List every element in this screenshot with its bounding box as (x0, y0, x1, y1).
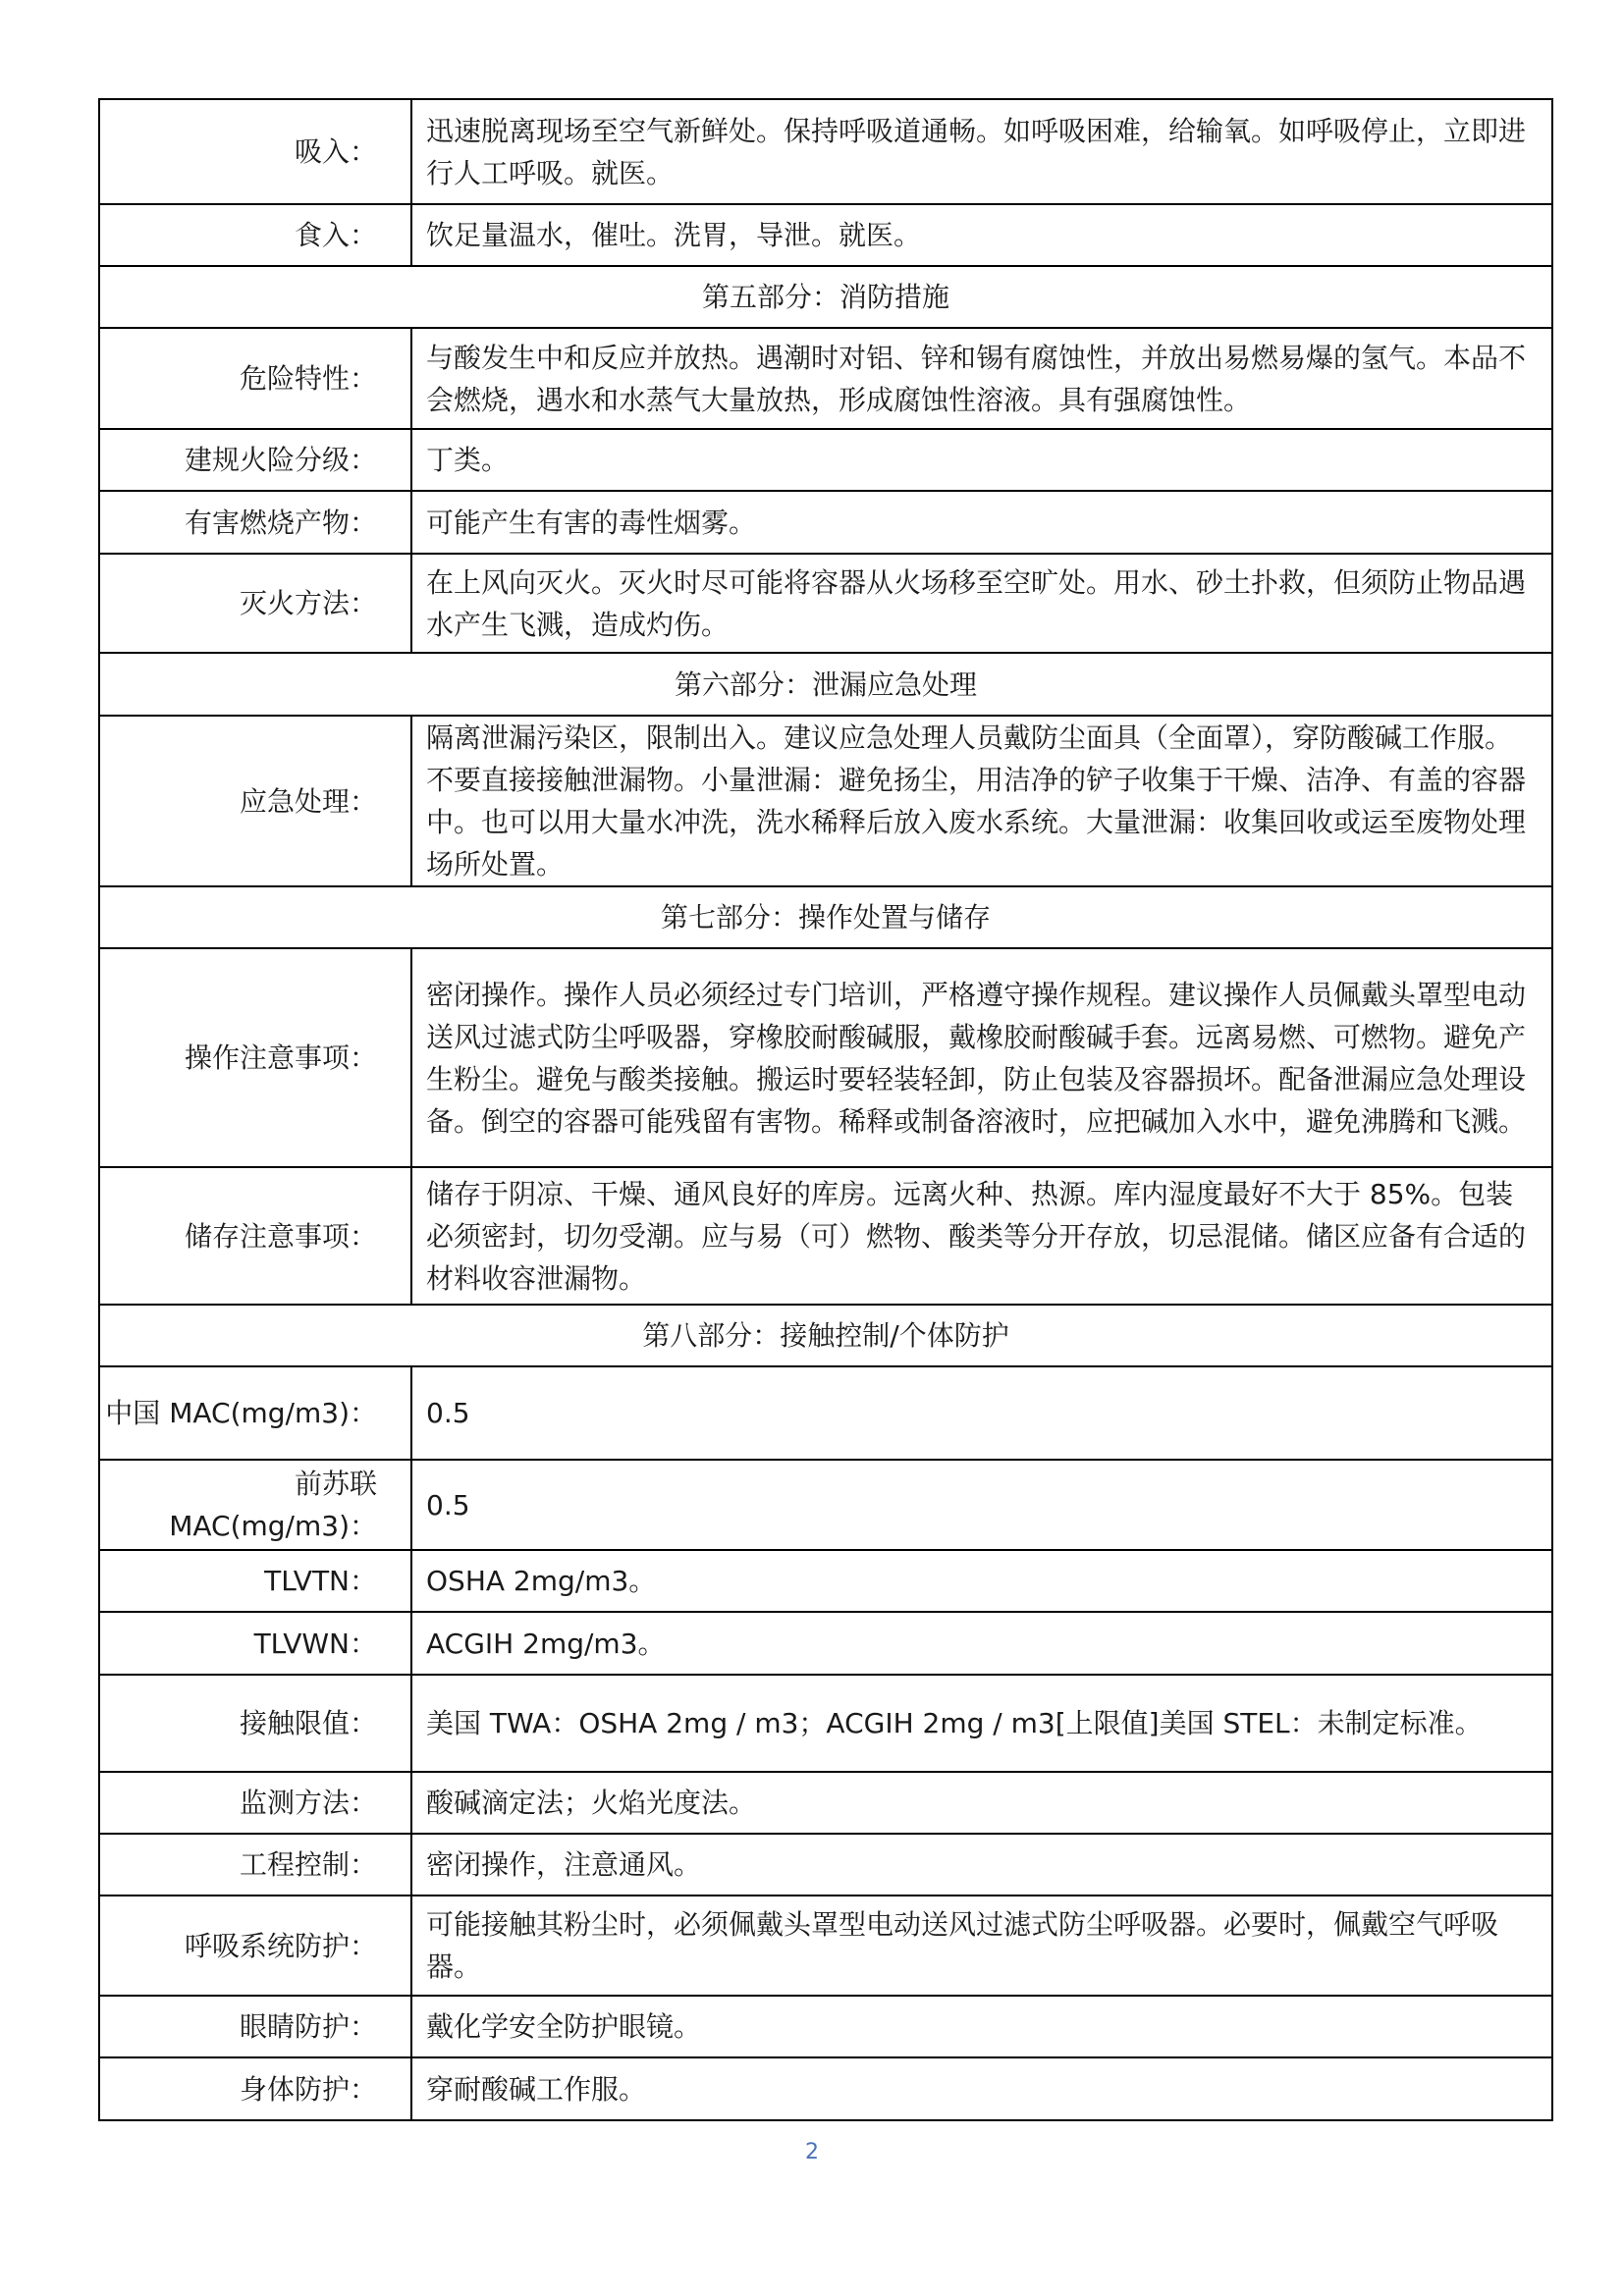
row-label: 储存注意事项： (99, 1167, 411, 1305)
row-label: 危险特性： (99, 328, 411, 429)
row-label: 应急处理： (99, 716, 411, 886)
table-row (99, 1366, 1552, 1460)
table-row (99, 554, 1552, 653)
row-value: 密闭操作，注意通风。 (411, 1834, 1552, 1896)
page-number: 2 (805, 2140, 819, 2164)
table-row (99, 1834, 1552, 1896)
row-label: 前苏联 MAC(mg/m3)： (99, 1460, 411, 1550)
row-value: 迅速脱离现场至空气新鲜处。保持呼吸道通畅。如呼吸困难，给输氧。如呼吸停止，立即进行人工呼吸。就医。 (411, 99, 1552, 204)
table-row (99, 1772, 1552, 1834)
row-label: 监测方法： (99, 1772, 411, 1834)
row-label: 灭火方法： (99, 554, 411, 653)
row-value: 穿耐酸碱工作服。 (411, 2057, 1552, 2120)
table-row (99, 491, 1552, 554)
row-label: 工程控制： (99, 1834, 411, 1896)
row-value: 0.5 (411, 1366, 1552, 1460)
row-value: 隔离泄漏污染区，限制出入。建议应急处理人员戴防尘面具（全面罩），穿防酸碱工作服。不要直接接触泄漏物。小量泄漏：避免扬尘，用洁净的铲子收集于干燥、洁净、有盖的容器中。也可以用大量水冲洗，洗水稀释后放入废水系统。大量泄漏：收集回收或运至废物处理场所处置。 (411, 716, 1552, 886)
section-header-row (99, 1305, 1552, 1366)
row-value: 0.5 (411, 1460, 1552, 1550)
row-label: 吸入： (99, 99, 411, 204)
section-header-row (99, 653, 1552, 716)
row-label: 操作注意事项： (99, 948, 411, 1167)
row-value: 饮足量温水，催吐。洗胃，导泄。就医。 (411, 204, 1552, 266)
table-row (99, 1996, 1552, 2057)
row-value: 可能产生有害的毒性烟雾。 (411, 491, 1552, 554)
table-row (99, 328, 1552, 429)
row-label: 中国 MAC(mg/m3)： (99, 1366, 411, 1460)
row-value: OSHA 2mg/m3。 (411, 1550, 1552, 1612)
section-title: 第七部分：操作处置与储存 (99, 886, 1552, 948)
row-value: 戴化学安全防护眼镜。 (411, 1996, 1552, 2057)
table-row (99, 1675, 1552, 1772)
row-value: 美国 TWA：OSHA 2mg / m3；ACGIH 2mg / m3[上限值]美国 STEL：未制定标准。 (411, 1675, 1552, 1772)
row-value: 可能接触其粉尘时，必须佩戴头罩型电动送风过滤式防尘呼吸器。必要时，佩戴空气呼吸器。 (411, 1896, 1552, 1996)
row-label: 食入： (99, 204, 411, 266)
row-label: TLVTN： (99, 1550, 411, 1612)
row-value: 与酸发生中和反应并放热。遇潮时对铝、锌和锡有腐蚀性，并放出易燃易爆的氢气。本品不会燃烧，遇水和水蒸气大量放热，形成腐蚀性溶液。具有强腐蚀性。 (411, 328, 1552, 429)
row-value: 储存于阴凉、干燥、通风良好的库房。远离火种、热源。库内湿度最好不大于 85%。包装必须密封，切勿受潮。应与易（可）燃物、酸类等分开存放，切忌混储。储区应备有合适的材料收容泄漏物。 (411, 1167, 1552, 1305)
table-row (99, 1167, 1552, 1305)
section-title: 第八部分：接触控制/个体防护 (99, 1305, 1552, 1366)
row-value: ACGIH 2mg/m3。 (411, 1612, 1552, 1675)
table-row (99, 948, 1552, 1167)
table-row (99, 716, 1552, 886)
row-label: 建规火险分级： (99, 429, 411, 491)
row-label: 接触限值： (99, 1675, 411, 1772)
table-row (99, 1460, 1552, 1550)
msds-table (98, 98, 1553, 2121)
section-header-row (99, 266, 1552, 328)
table-row (99, 1550, 1552, 1612)
table-row (99, 204, 1552, 266)
row-value: 在上风向灭火。灭火时尽可能将容器从火场移至空旷处。用水、砂土扑救，但须防止物品遇水产生飞溅，造成灼伤。 (411, 554, 1552, 653)
row-value: 丁类。 (411, 429, 1552, 491)
table-row (99, 1896, 1552, 1996)
section-header-row (99, 886, 1552, 948)
section-title: 第五部分：消防措施 (99, 266, 1552, 328)
row-value: 密闭操作。操作人员必须经过专门培训，严格遵守操作规程。建议操作人员佩戴头罩型电动送风过滤式防尘呼吸器，穿橡胶耐酸碱服，戴橡胶耐酸碱手套。远离易燃、可燃物。避免产生粉尘。避免与酸类接触。搬运时要轻装轻卸，防止包装及容器损坏。配备泄漏应急处理设备。倒空的容器可能残留有害物。稀释或制备溶液时，应把碱加入水中，避免沸腾和飞溅。 (411, 948, 1552, 1167)
section-title: 第六部分：泄漏应急处理 (99, 653, 1552, 716)
table-row (99, 1612, 1552, 1675)
row-label: 眼睛防护： (99, 1996, 411, 2057)
row-label: TLVWN： (99, 1612, 411, 1675)
table-row (99, 2057, 1552, 2120)
row-label: 有害燃烧产物： (99, 491, 411, 554)
row-label: 身体防护： (99, 2057, 411, 2120)
row-label: 呼吸系统防护： (99, 1896, 411, 1996)
table-row (99, 99, 1552, 204)
row-value: 酸碱滴定法；火焰光度法。 (411, 1772, 1552, 1834)
table-row (99, 429, 1552, 491)
